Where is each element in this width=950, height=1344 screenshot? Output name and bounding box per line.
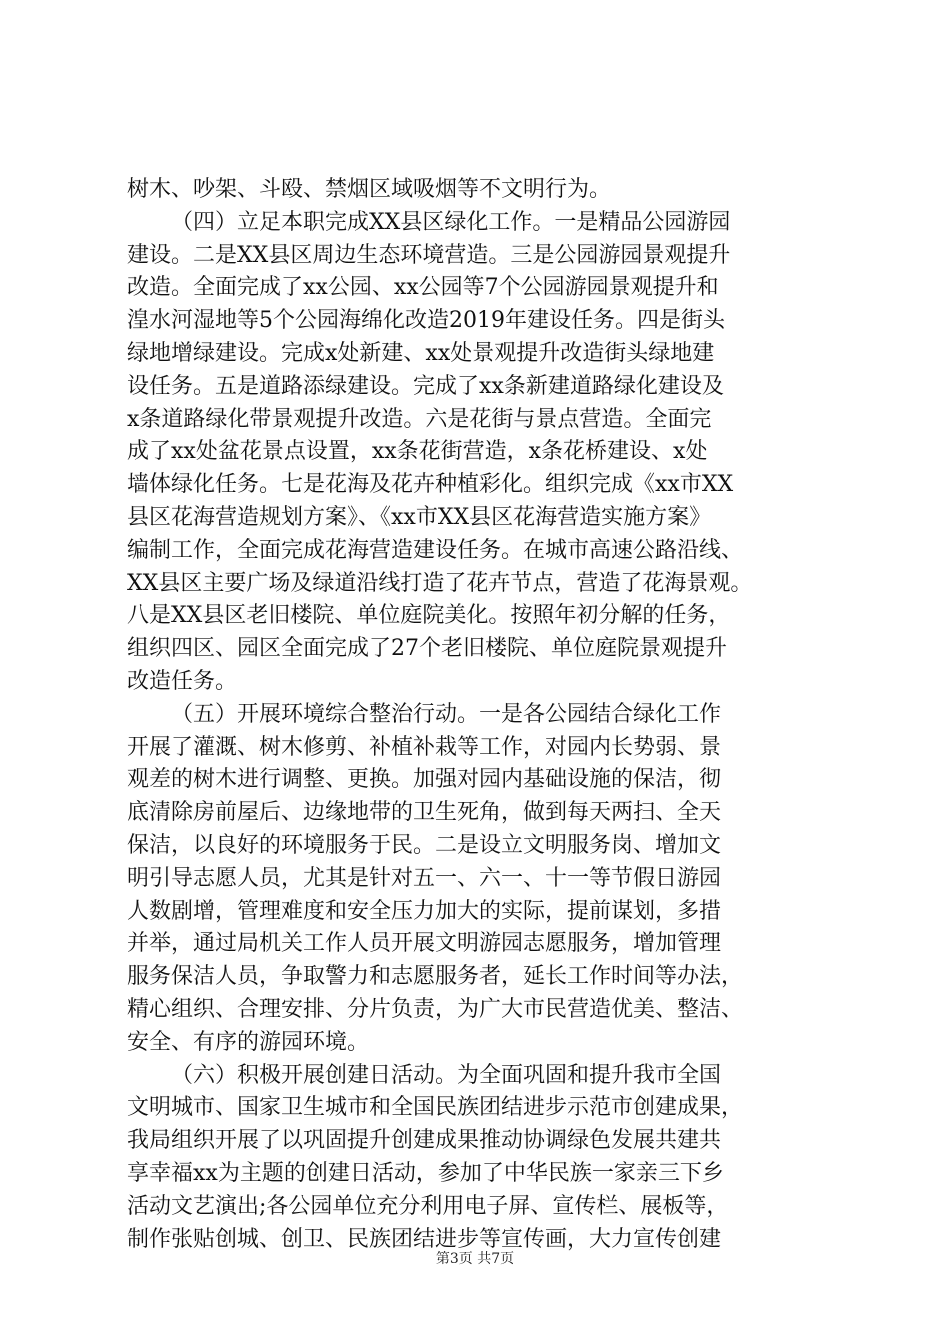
text-line: 绿地增绿建设。完成x处新建、xx处景观提升改造街头绿地建 <box>127 340 715 366</box>
text-line: 改造任务。 <box>127 668 238 694</box>
page-number: 第3页 共7页 <box>435 1251 515 1267</box>
text-line: 开展了灌溉、树木修剪、补植补栽等工作，对园内长势弱、景 <box>127 734 722 760</box>
text-line: 明引导志愿人员，尤其是针对五一、六一、十一等节假日游园 <box>127 865 722 891</box>
text-line: 服务保洁人员，争取警力和志愿服务者，延长工作时间等办法， <box>127 964 744 990</box>
text-line: 活动文艺演出;各公园单位充分利用电子屏、宣传栏、展板等， <box>127 1193 729 1219</box>
text-line: 安全、有序的游园环境。 <box>127 1029 370 1055</box>
text-line: 观差的树木进行调整、更换。加强对园内基础设施的保洁，彻 <box>127 767 722 793</box>
text-line: 文明城市、国家卫生城市和全国民族团结进步示范市创建成果， <box>127 1095 744 1121</box>
text-line: 湟水河湿地等5个公园海绵化改造2019年建设任务。四是街头 <box>127 308 725 334</box>
text-line: 制作张贴创城、创卫、民族团结进步等宣传画，大力宣传创建 <box>127 1226 722 1252</box>
text-line: 精心组织、合理安排、分片负责，为广大市民营造优美、整洁、 <box>127 996 744 1022</box>
text-line: 改造。全面完成了xx公园、xx公园等7个公园游园景观提升和 <box>127 275 719 301</box>
text-line: XX县区主要广场及绿道沿线打造了花卉节点，营造了花海景观。 <box>127 570 753 596</box>
text-line: 建设。二是XX县区周边生态环境营造。三是公园游园景观提升 <box>127 242 731 268</box>
text-line: 成了xx处盆花景点设置，xx条花街营造，x条花桥建设、x处 <box>127 439 708 465</box>
text-line: （四）立足本职完成XX县区绿化工作。一是精品公园游园 <box>171 209 731 235</box>
text-line: 保洁，以良好的环境服务于民。二是设立文明服务岗、增加文 <box>127 832 722 858</box>
document-body <box>127 174 832 1256</box>
text-line: 底清除房前屋后、边缘地带的卫生死角，做到每天两扫、全天 <box>127 800 722 826</box>
text-line: x条道路绿化带景观提升改造。六是花街与景点营造。全面完 <box>127 406 712 432</box>
text-line: （五）开展环境综合整治行动。一是各公园结合绿化工作 <box>171 701 722 727</box>
text-line: 并举，通过局机关工作人员开展文明游园志愿服务，增加管理 <box>127 931 722 957</box>
text-line: 设任务。五是道路添绿建设。完成了xx条新建道路绿化建设及 <box>127 373 724 399</box>
text-line: 县区花海营造规划方案》、《xx市XX县区花海营造实施方案》 <box>127 504 712 530</box>
text-line: 八是XX县区老旧楼院、单位庭院美化。按照年初分解的任务， <box>127 603 731 629</box>
text-line: 树木、吵架、斗殴、禁烟区域吸烟等不文明行为。 <box>127 177 612 202</box>
text-line: （六）积极开展创建日活动。为全面巩固和提升我市全国 <box>171 1062 722 1088</box>
page-footer <box>0 1248 950 1268</box>
text-line: 编制工作，全面完成花海营造建设任务。在城市高速公路沿线、 <box>127 537 744 563</box>
text-line: 组织四区、园区全面完成了27个老旧楼院、单位庭院景观提升 <box>127 636 727 662</box>
text-line: 享幸福xx为主题的创建日活动，参加了中华民族一家亲三下乡 <box>127 1160 724 1186</box>
text-line: 墙体绿化任务。七是花海及花卉种植彩化。组织完成《xx市XX <box>127 472 734 498</box>
text-line: 我局组织开展了以巩固提升创建成果推动协调绿色发展共建共 <box>127 1128 722 1154</box>
text-line: 人数剧增，管理难度和安全压力加大的实际，提前谋划，多措 <box>127 898 722 924</box>
